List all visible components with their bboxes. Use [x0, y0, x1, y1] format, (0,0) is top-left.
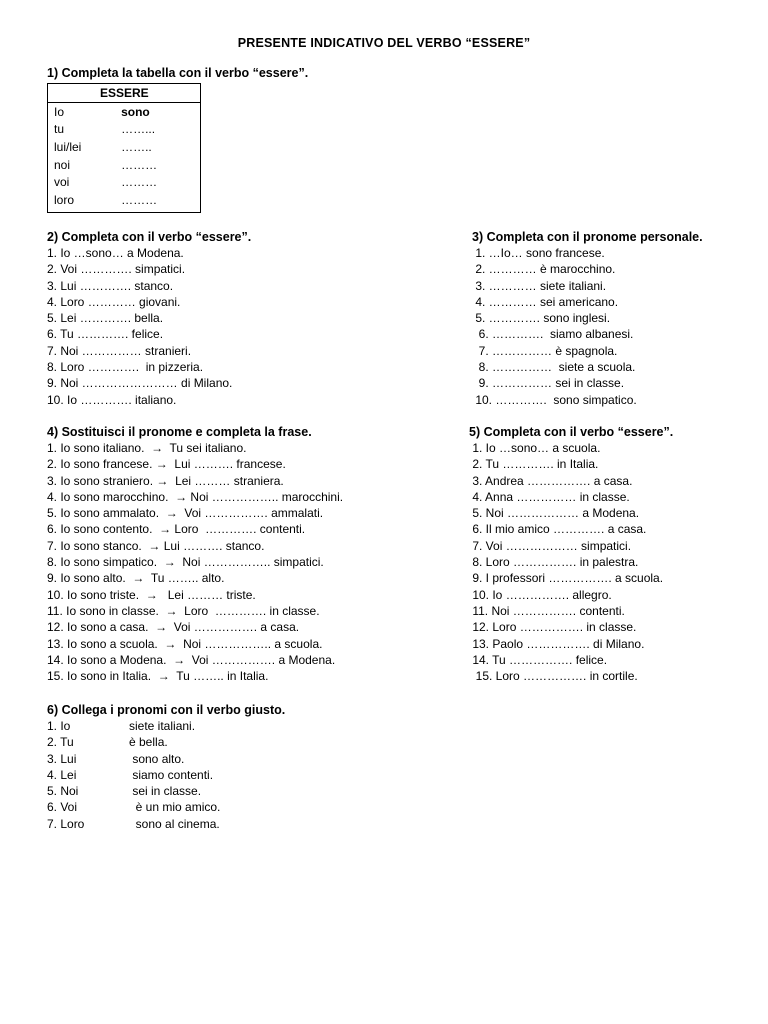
- exercise-line: 5. Noi ……………… a Modena.: [469, 506, 640, 521]
- exercise-line: 1. Io sono italiano. → Tu sei italiano.: [47, 441, 247, 455]
- match-row: [47, 816, 285, 832]
- exercise-line: 7. Io sono stanco. → Lui ………. stanco.: [47, 538, 265, 553]
- pronoun-cell: voi: [54, 175, 70, 190]
- match-row: [47, 718, 285, 734]
- exercise-line: 10. Io ……………. allegro.: [469, 587, 612, 602]
- exercise-4-heading: 4) Sostituisci il pronome e completa la frase.: [47, 425, 312, 439]
- match-pronoun: 6. Voi: [47, 800, 78, 815]
- table-row: [48, 121, 201, 139]
- exercise-line: 10. …………. sono simpatico.: [472, 392, 637, 407]
- verb-cell: ………: [121, 175, 158, 190]
- match-pronoun: 1. Io: [47, 719, 71, 733]
- exercise-line: 2. Voi …………. simpatici.: [47, 262, 186, 277]
- verb-cell: ………: [121, 157, 158, 172]
- exercise-4-lines: [47, 440, 343, 684]
- exercise-line: 14. Tu ……………. felice.: [469, 652, 608, 667]
- exercise-line: 8. …………… siete a scuola.: [472, 360, 636, 375]
- exercise-line: 11. Io sono in classe. → Loro …………. in classe.: [47, 603, 320, 618]
- match-row: [47, 799, 285, 815]
- exercise-line: 9. …………… sei in classe.: [472, 376, 625, 391]
- exercise-line: 2. ………… è marocchino.: [472, 262, 616, 277]
- exercise-line: 8. Io sono simpatico. → Noi …………….. simpatici.: [47, 555, 324, 570]
- table-row: [48, 173, 201, 191]
- exercise-line: 4. Io sono marocchino. → Noi …………….. marocchini.: [47, 489, 344, 504]
- match-pronoun: 2. Tu: [47, 735, 74, 750]
- exercise-line: 8. Loro ……………. in palestra.: [469, 555, 639, 570]
- exercise-4: [47, 425, 343, 684]
- exercise-line: 6. Il mio amico …………. a casa.: [469, 522, 647, 537]
- match-pronoun: 3. Lui: [47, 751, 77, 766]
- exercise-line: 4. ………… sei americano.: [472, 294, 619, 309]
- match-row: [47, 734, 285, 750]
- match-row: [47, 767, 285, 783]
- match-verb: siamo contenti.: [129, 767, 214, 782]
- match-pronoun: 7. Loro: [47, 816, 85, 831]
- exercise-6-pairs: [47, 718, 285, 832]
- exercise-line: 2. Tu …………. in Italia.: [469, 457, 599, 472]
- verb-cell: sono: [121, 104, 150, 119]
- match-verb: è un mio amico.: [129, 800, 221, 815]
- exercise-line: 4. Anna …………… in classe.: [469, 489, 630, 504]
- verb-cell: ……...: [121, 122, 156, 137]
- match-verb: sono alto.: [129, 751, 185, 766]
- exercise-line: 2. Io sono francese. → Lui ………. francese.: [47, 457, 286, 472]
- exercise-line: 5. Lei …………. bella.: [47, 311, 164, 326]
- exercise-line: 1. Io …sono… a scuola.: [469, 441, 601, 455]
- match-pronoun: 4. Lei: [47, 767, 77, 782]
- exercise-line: 11. Noi ……………. contenti.: [469, 603, 625, 618]
- exercise-line: 6. …………. siamo albanesi.: [472, 327, 634, 342]
- exercise-line: 1. …Io… sono francese.: [472, 246, 605, 260]
- exercise-3-lines: [472, 245, 703, 408]
- verb-cell: ……..: [121, 139, 152, 154]
- pronoun-cell: Io: [54, 104, 65, 119]
- exercise-line: 14. Io sono a Modena. → Voi ……………. a Modena.: [47, 652, 336, 667]
- exercise-line: 15. Loro ……………. in cortile.: [469, 669, 638, 684]
- match-row: [47, 783, 285, 799]
- exercise-2: [47, 230, 251, 408]
- exercise-line: 10. Io sono triste. → Lei ……… triste.: [47, 587, 256, 602]
- exercise-line: 7. Voi ……………… simpatici.: [469, 538, 632, 553]
- table-row: [48, 103, 201, 121]
- page-title: PRESENTE INDICATIVO DEL VERBO “ESSERE”: [237, 36, 531, 50]
- exercise-line: 5. Io sono ammalato. → Voi ……………. ammalati.: [47, 506, 324, 521]
- table-header: ESSERE: [48, 84, 201, 103]
- exercise-line: 8. Loro …………. in pizzeria.: [47, 360, 204, 375]
- exercise-line: 3. ………… siete italiani.: [472, 278, 607, 293]
- exercise-5: [469, 425, 673, 684]
- match-verb: siete italiani.: [129, 719, 196, 733]
- exercise-line: 3. Io sono straniero. → Lei ……… straniera.: [47, 473, 284, 488]
- exercise-line: 9. Io sono alto. → Tu …….. alto.: [47, 571, 225, 586]
- exercise-2-lines: [47, 245, 251, 408]
- exercise-line: 9. I professori ……………. a scuola.: [469, 571, 664, 586]
- exercise-1: [47, 66, 308, 213]
- exercise-line: 13. Paolo ……………. di Milano.: [469, 636, 645, 651]
- match-pronoun: 5. Noi: [47, 784, 79, 799]
- pronoun-cell: noi: [54, 157, 71, 172]
- match-verb: sono al cinema.: [129, 816, 220, 831]
- exercise-line: 12. Io sono a casa. → Voi ……………. a casa.: [47, 620, 300, 635]
- exercise-line: 10. Io …………. italiano.: [47, 392, 177, 407]
- exercise-line: 15. Io sono in Italia. → Tu …….. in Italia.: [47, 669, 269, 684]
- match-verb: è bella.: [129, 735, 168, 750]
- exercise-line: 13. Io sono a scuola. → Noi …………….. a scuola.: [47, 636, 323, 651]
- exercise-line: 7. Noi …………… stranieri.: [47, 343, 192, 358]
- table-row: [48, 138, 201, 156]
- exercise-3-heading: 3) Completa con il pronome personale.: [472, 230, 703, 244]
- pronoun-cell: tu: [54, 122, 65, 137]
- exercise-line: 1. Io …sono… a Modena.: [47, 246, 184, 260]
- exercise-2-heading: 2) Completa con il verbo “essere”.: [47, 230, 252, 244]
- exercise-1-heading: 1) Completa la tabella con il verbo “essere”.: [47, 66, 309, 80]
- exercise-6-heading: 6) Collega i pronomi con il verbo giusto.: [47, 703, 286, 717]
- exercise-line: 4. Loro ………… giovani.: [47, 294, 181, 309]
- exercise-line: 7. …………… è spagnola.: [472, 343, 618, 358]
- match-row: [47, 751, 285, 767]
- match-verb: sei in classe.: [129, 784, 202, 799]
- verb-cell: ………: [121, 192, 158, 207]
- exercise-line: 3. Lui …………. stanco.: [47, 278, 174, 293]
- exercise-6: [47, 703, 285, 832]
- table-row: [48, 191, 201, 212]
- exercise-line: 9. Noi …………………… di Milano.: [47, 376, 233, 391]
- exercise-line: 6. Io sono contento. → Loro …………. contenti.: [47, 522, 306, 537]
- exercise-line: 6. Tu …………. felice.: [47, 327, 164, 342]
- exercise-line: 12. Loro ……………. in classe.: [469, 620, 637, 635]
- essere-table: [47, 83, 201, 213]
- exercise-5-lines: [469, 440, 673, 684]
- pronoun-cell: loro: [54, 192, 75, 207]
- exercise-line: 5. …………. sono inglesi.: [472, 311, 611, 326]
- table-row: [48, 156, 201, 174]
- exercise-3: [472, 230, 703, 408]
- pronoun-cell: lui/lei: [54, 139, 82, 154]
- exercise-line: 3. Andrea ……………. a casa.: [469, 473, 633, 488]
- exercise-5-heading: 5) Completa con il verbo “essere”.: [469, 425, 674, 439]
